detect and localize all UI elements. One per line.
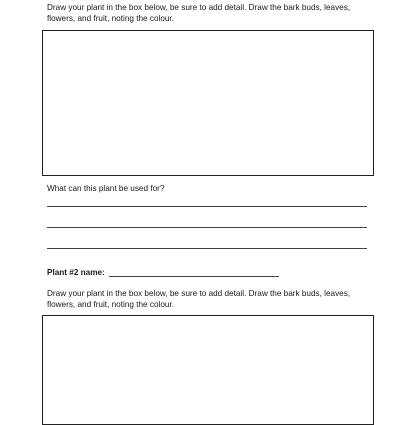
- drawing-instructions: Draw your plant in the box below, be sure to add detail. Draw the bark buds, leaves, flowers, and fruit, noting the colour.: [47, 3, 351, 23]
- uses-question: What can this plant be used for?: [47, 184, 165, 193]
- answer-line[interactable]: [47, 227, 367, 228]
- plant-2-heading: [47, 268, 279, 277]
- plant-2-name-label: Plant #2 name:: [47, 268, 105, 277]
- answer-line[interactable]: [47, 248, 367, 249]
- drawing-instructions-2: Draw your plant in the box below, be sure to add detail. Draw the bark buds, leaves, flowers, and fruit, noting the colour.: [47, 289, 351, 309]
- drawing-box-2[interactable]: [42, 315, 374, 425]
- plant-2-name-line[interactable]: [109, 276, 279, 277]
- drawing-box[interactable]: [42, 30, 374, 176]
- answer-line[interactable]: [47, 206, 367, 207]
